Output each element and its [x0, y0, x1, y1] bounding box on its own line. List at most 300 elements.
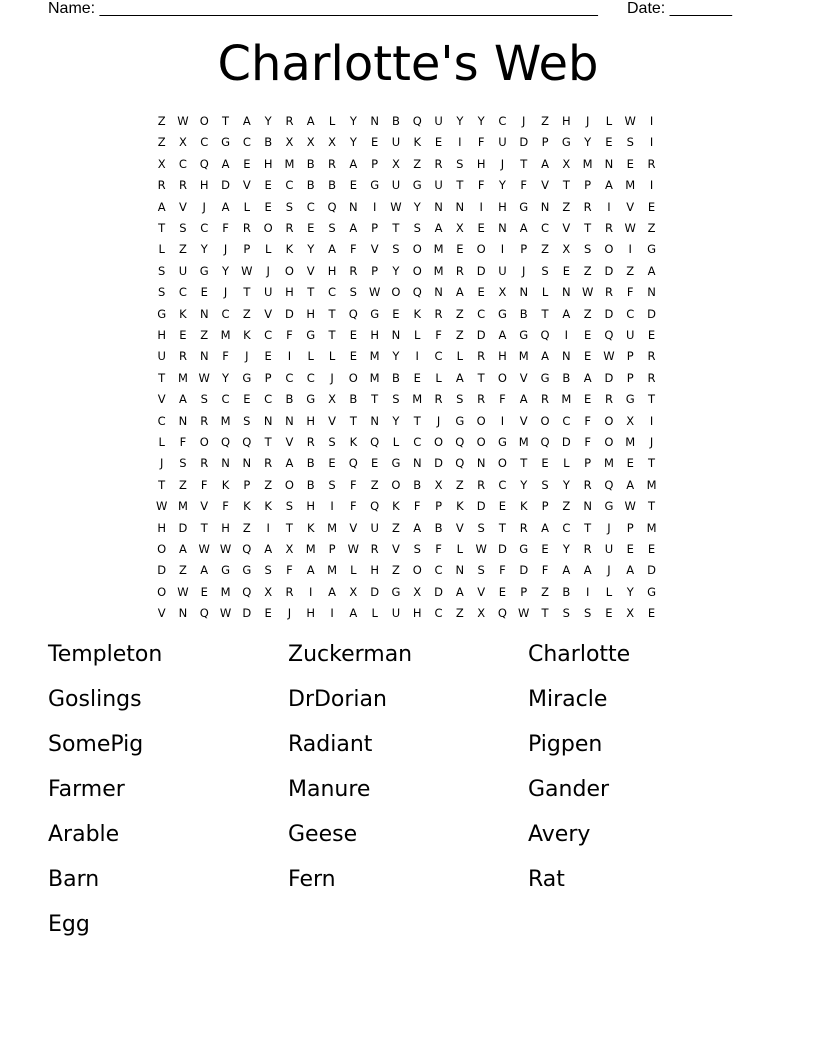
grid-letter: T	[349, 413, 357, 428]
grid-letter: R	[157, 178, 166, 193]
grid-letter: K	[221, 477, 230, 492]
grid-letter: D	[604, 306, 614, 321]
grid-letter: P	[435, 499, 442, 514]
grid-letter: X	[562, 242, 571, 257]
grid-letter: E	[477, 221, 485, 235]
grid-letter: C	[498, 114, 507, 128]
grid-letter: S	[179, 456, 187, 471]
grid-letter: V	[455, 520, 464, 535]
grid-letter: U	[604, 542, 614, 556]
grid-letter: P	[371, 221, 379, 235]
grid-letter: A	[413, 520, 422, 535]
grid-letter: A	[647, 263, 656, 278]
grid-letter: E	[647, 542, 656, 556]
grid-letter: N	[562, 285, 571, 300]
grid-letter: H	[476, 156, 486, 171]
grid-letter: X	[455, 221, 464, 235]
grid-letter: W	[198, 542, 210, 556]
grid-letter: E	[349, 178, 357, 193]
grid-letter: S	[541, 263, 549, 278]
grid-letter: A	[306, 563, 315, 578]
grid-letter: N	[391, 328, 401, 342]
grid-letter: F	[350, 499, 357, 514]
grid-letter: G	[221, 563, 230, 578]
grid-letter: J	[202, 199, 206, 214]
grid-letter: T	[413, 413, 421, 428]
grid-letter: M	[369, 349, 380, 364]
grid-letter: H	[221, 520, 230, 535]
grid-letter: I	[500, 413, 505, 428]
grid-letter: R	[200, 413, 209, 428]
grid-letter: A	[519, 221, 528, 235]
grid-letter: Y	[477, 114, 485, 128]
grid-letter: H	[157, 328, 166, 342]
grid-letter: O	[476, 413, 486, 428]
grid-letter: M	[369, 370, 380, 385]
grid-letter: U	[391, 178, 401, 193]
grid-letter: D	[285, 306, 294, 321]
grid-letter: S	[349, 285, 357, 300]
grid-letter: B	[562, 370, 571, 385]
grid-letter: Y	[349, 135, 357, 150]
grid-letter: Y	[392, 349, 400, 364]
grid-letter: V	[200, 499, 209, 514]
grid-letter: D	[476, 499, 486, 514]
word-list-item: Farmer	[48, 777, 125, 802]
grid-letter: Z	[242, 306, 251, 321]
grid-letter: S	[583, 242, 592, 257]
grid-letter: N	[285, 413, 294, 428]
grid-letter: Z	[583, 263, 592, 278]
grid-letter: L	[243, 199, 251, 214]
grid-letter: D	[647, 563, 656, 578]
grid-letter: N	[178, 413, 188, 428]
grid-letter: E	[371, 456, 379, 471]
grid-row	[151, 432, 671, 453]
grid-letter: B	[306, 156, 315, 171]
grid-letter: R	[604, 392, 613, 407]
grid-letter: A	[562, 306, 571, 321]
word-list-item: Pigpen	[528, 732, 603, 757]
grid-letter: N	[562, 349, 571, 364]
grid-letter: W	[177, 584, 189, 599]
grid-letter: P	[328, 542, 336, 556]
grid-letter: L	[158, 242, 165, 257]
grid-letter: U	[178, 263, 188, 278]
grid-letter: G	[370, 178, 380, 193]
grid-letter: L	[414, 328, 421, 342]
grid-letter: N	[455, 563, 465, 578]
grid-letter: M	[177, 370, 188, 385]
grid-letter: H	[306, 306, 316, 321]
grid-letter: I	[287, 349, 292, 364]
grid-letter: O	[540, 413, 550, 428]
grid-letter: V	[626, 199, 635, 214]
grid-letter: E	[413, 370, 421, 385]
grid-letter: H	[263, 156, 273, 171]
word-list-item: Geese	[288, 822, 358, 847]
grid-letter: S	[477, 520, 485, 535]
word-list-item: Templeton	[48, 642, 163, 667]
grid-letter: B	[392, 114, 400, 128]
grid-letter: S	[200, 392, 208, 407]
grid-letter: W	[198, 370, 210, 385]
grid-letter: G	[221, 135, 230, 150]
grid-letter: W	[518, 606, 530, 621]
grid-letter: G	[306, 392, 316, 407]
grid-letter: D	[519, 135, 529, 150]
grid-letter: V	[519, 370, 528, 385]
grid-letter: P	[264, 370, 272, 385]
grid-letter: F	[413, 499, 421, 514]
grid-letter: E	[626, 156, 634, 171]
grid-letter: C	[285, 178, 294, 193]
grid-letter: M	[433, 263, 444, 278]
grid-letter: G	[647, 242, 656, 257]
grid-letter: M	[518, 349, 529, 364]
grid-letter: S	[626, 135, 634, 150]
grid-letter: H	[370, 563, 379, 578]
grid-letter: M	[603, 456, 614, 471]
grid-letter: A	[285, 456, 294, 471]
grid-letter: E	[434, 135, 443, 150]
grid-letter: T	[541, 306, 549, 321]
grid-letter: K	[243, 328, 251, 342]
grid-letter: C	[626, 306, 635, 321]
grid-letter: I	[372, 199, 377, 214]
grid-letter: A	[455, 285, 464, 300]
grid-letter: H	[370, 328, 379, 342]
grid-letter: O	[412, 242, 422, 257]
grid-letter: C	[306, 370, 315, 385]
grid-letter: D	[476, 328, 486, 342]
grid-letter: R	[434, 392, 443, 407]
grid-letter: Z	[562, 199, 571, 214]
grid-letter: M	[518, 435, 529, 449]
grid-letter: T	[158, 477, 166, 492]
grid-letter: R	[285, 584, 294, 599]
grid-letter: R	[285, 114, 294, 128]
grid-letter: E	[584, 328, 592, 342]
grid-letter: V	[562, 221, 571, 235]
grid-letter: S	[157, 263, 166, 278]
grid-letter: P	[626, 370, 634, 385]
grid-letter: L	[328, 114, 336, 128]
grid-letter: I	[649, 114, 654, 128]
grid-letter: R	[349, 263, 358, 278]
grid-letter: S	[413, 542, 421, 556]
grid-letter: P	[541, 499, 549, 514]
grid-letter: R	[306, 435, 315, 449]
grid-letter: D	[519, 563, 529, 578]
grid-letter: Y	[520, 477, 528, 492]
grid-letter: T	[222, 114, 230, 128]
grid-letter: Q	[370, 435, 380, 449]
grid-letter: W	[390, 199, 402, 214]
grid-letter: G	[412, 178, 422, 193]
grid-letter: L	[605, 584, 613, 599]
grid-letter: E	[477, 285, 485, 300]
grid-letter: B	[349, 392, 358, 407]
grid-letter: T	[243, 285, 251, 300]
grid-letter: S	[562, 606, 570, 621]
grid-letter: O	[284, 477, 294, 492]
grid-row	[151, 411, 671, 432]
grid-letter: X	[413, 584, 422, 599]
grid-letter: T	[648, 392, 656, 407]
grid-letter: O	[604, 413, 614, 428]
grid-letter: F	[477, 178, 485, 193]
grid-letter: I	[330, 606, 334, 621]
grid-letter: Y	[222, 263, 230, 278]
grid-letter: N	[178, 606, 188, 621]
grid-letter: Q	[412, 285, 422, 300]
grid-letter: Z	[242, 520, 251, 535]
grid-letter: M	[561, 392, 572, 407]
word-list-item: Miracle	[528, 687, 608, 712]
grid-letter: G	[455, 413, 465, 428]
grid-letter: F	[499, 563, 506, 578]
grid-letter: R	[178, 178, 187, 193]
grid-letter: Z	[179, 563, 187, 578]
grid-letter: S	[328, 435, 336, 449]
grid-letter: G	[604, 499, 614, 514]
grid-letter: L	[350, 563, 357, 578]
grid-letter: C	[264, 328, 273, 342]
grid-letter: B	[413, 477, 422, 492]
grid-letter: Y	[200, 242, 208, 257]
grid-letter: M	[412, 392, 423, 407]
grid-letter: I	[585, 584, 590, 599]
grid-letter: S	[179, 221, 187, 235]
grid-letter: T	[158, 221, 166, 235]
grid-letter: R	[647, 370, 656, 385]
grid-letter: M	[625, 435, 636, 449]
grid-letter: Y	[413, 199, 421, 214]
word-list-item: Fern	[288, 867, 336, 892]
grid-letter: N	[519, 285, 529, 300]
grid-letter: U	[157, 349, 166, 364]
grid-letter: U	[498, 263, 507, 278]
grid-letter: W	[219, 606, 232, 621]
grid-letter: L	[605, 114, 613, 128]
grid-letter: L	[307, 349, 314, 364]
grid-letter: Q	[604, 328, 614, 342]
grid-letter: F	[222, 499, 229, 514]
grid-letter: O	[476, 242, 486, 257]
grid-letter: Z	[157, 135, 166, 150]
grid-letter: W	[368, 285, 381, 300]
grid-letter: A	[328, 242, 336, 257]
grid-letter: O	[412, 563, 422, 578]
grid-letter: K	[392, 499, 400, 514]
grid-letter: G	[519, 199, 529, 214]
grid-letter: I	[500, 242, 505, 257]
grid-letter: J	[223, 285, 228, 300]
grid-letter: A	[541, 520, 549, 535]
grid-letter: W	[475, 542, 487, 556]
grid-row	[151, 603, 671, 624]
grid-letter: E	[647, 606, 656, 621]
grid-letter: O	[497, 370, 507, 385]
grid-letter: P	[520, 584, 528, 599]
grid-letter: Y	[392, 263, 400, 278]
grid-letter: T	[498, 520, 506, 535]
grid-letter: V	[477, 584, 486, 599]
grid-letter: D	[604, 370, 614, 385]
grid-letter: I	[458, 135, 462, 150]
grid-letter: Y	[584, 135, 592, 150]
grid-letter: P	[626, 349, 634, 364]
grid-letter: L	[392, 435, 400, 449]
grid-letter: N	[647, 285, 656, 300]
grid-letter: H	[498, 349, 507, 364]
grid-letter: C	[157, 413, 166, 428]
grid-letter: F	[222, 221, 229, 235]
grid-letter: U	[434, 178, 443, 193]
grid-letter: C	[221, 306, 230, 321]
grid-letter: A	[434, 221, 443, 235]
grid-letter: H	[562, 114, 571, 128]
grid-letter: P	[584, 456, 592, 471]
grid-letter: O	[476, 435, 486, 449]
grid-letter: F	[200, 477, 208, 492]
grid-letter: A	[455, 584, 464, 599]
grid-letter: A	[583, 563, 592, 578]
grid-letter: J	[607, 563, 611, 578]
grid-letter: S	[285, 499, 294, 514]
grid-letter: O	[604, 435, 614, 449]
grid-letter: G	[157, 306, 167, 321]
word-list-item: Manure	[288, 777, 371, 802]
grid-letter: O	[199, 114, 209, 128]
grid-letter: R	[604, 285, 613, 300]
grid-letter: N	[370, 114, 379, 128]
grid-letter: K	[306, 520, 315, 535]
word-list-item: SomePig	[48, 732, 144, 757]
grid-letter: D	[370, 584, 380, 599]
grid-letter: N	[199, 349, 209, 364]
grid-letter: Z	[562, 499, 571, 514]
grid-letter: M	[305, 542, 316, 556]
grid-letter: K	[519, 499, 528, 514]
name-line: Name: ________________________________________________________	[48, 0, 598, 17]
grid-letter: Q	[497, 606, 507, 621]
grid-letter: M	[284, 156, 295, 171]
grid-letter: M	[327, 520, 337, 535]
grid-letter: J	[245, 349, 249, 364]
grid-letter: Y	[392, 413, 400, 428]
grid-letter: I	[330, 499, 334, 514]
grid-letter: S	[328, 221, 336, 235]
grid-letter: C	[221, 392, 230, 407]
grid-letter: E	[243, 392, 251, 407]
grid-letter: G	[199, 263, 209, 278]
grid-letter: A	[200, 563, 209, 578]
grid-letter: P	[371, 156, 379, 171]
grid-letter: U	[626, 328, 635, 342]
grid-letter: C	[178, 156, 187, 171]
grid-letter: C	[541, 221, 550, 235]
grid-letter: I	[649, 413, 654, 428]
grid-letter: T	[264, 435, 272, 449]
grid-letter: E	[456, 242, 464, 257]
grid-letter: E	[584, 349, 592, 364]
grid-letter: Z	[541, 242, 549, 257]
grid-letter: E	[605, 606, 613, 621]
grid-letter: M	[646, 477, 657, 492]
grid-letter: G	[647, 584, 656, 599]
grid-letter: T	[541, 606, 549, 621]
grid-letter: L	[456, 542, 464, 556]
word-list-item: Radiant	[288, 732, 373, 757]
word-list-item: Goslings	[48, 687, 142, 712]
grid-letter: C	[498, 477, 507, 492]
grid-letter: O	[199, 435, 209, 449]
grid-letter: R	[455, 263, 464, 278]
grid-letter: S	[477, 563, 485, 578]
grid-letter: L	[435, 370, 442, 385]
grid-letter: L	[563, 456, 570, 471]
grid-letter: K	[243, 499, 251, 514]
grid-letter: M	[220, 413, 231, 428]
grid-letter: Y	[264, 114, 272, 128]
grid-letter: T	[285, 520, 293, 535]
grid-letter: F	[499, 392, 506, 407]
grid-letter: D	[178, 520, 188, 535]
grid-letter: E	[200, 285, 208, 300]
grid-letter: F	[626, 285, 634, 300]
grid-letter: X	[349, 584, 358, 599]
grid-letter: K	[264, 499, 272, 514]
grid-letter: Q	[327, 199, 337, 214]
grid-letter: Q	[348, 306, 358, 321]
grid-letter: W	[624, 114, 636, 128]
grid-letter: A	[455, 370, 464, 385]
grid-row	[151, 282, 671, 303]
grid-letter: B	[519, 306, 528, 321]
word-list-item: Rat	[528, 867, 565, 892]
grid-letter: E	[647, 199, 656, 214]
grid-letter: S	[456, 392, 464, 407]
grid-letter: S	[157, 285, 166, 300]
grid-letter: A	[498, 328, 507, 342]
grid-letter: R	[519, 520, 528, 535]
grid-row	[151, 132, 671, 153]
grid-letter: W	[603, 349, 615, 364]
grid-letter: A	[306, 114, 315, 128]
grid-letter: V	[306, 263, 315, 278]
grid-letter: T	[584, 221, 592, 235]
grid-letter: I	[266, 520, 270, 535]
grid-letter: R	[647, 349, 656, 364]
grid-letter: N	[221, 456, 230, 471]
grid-letter: V	[157, 392, 166, 407]
grid-letter: V	[328, 413, 336, 428]
grid-letter: J	[585, 114, 590, 128]
grid-letter: Z	[264, 477, 273, 492]
grid-letter: A	[349, 221, 358, 235]
grid-letter: Z	[413, 156, 422, 171]
grid-letter: G	[391, 584, 401, 599]
grid-letter: R	[200, 456, 209, 471]
grid-letter: Y	[562, 477, 570, 492]
grid-letter: M	[327, 563, 337, 578]
grid-letter: V	[349, 520, 358, 535]
grid-letter: W	[624, 221, 636, 235]
grid-letter: A	[583, 370, 592, 385]
grid-letter: X	[434, 477, 443, 492]
